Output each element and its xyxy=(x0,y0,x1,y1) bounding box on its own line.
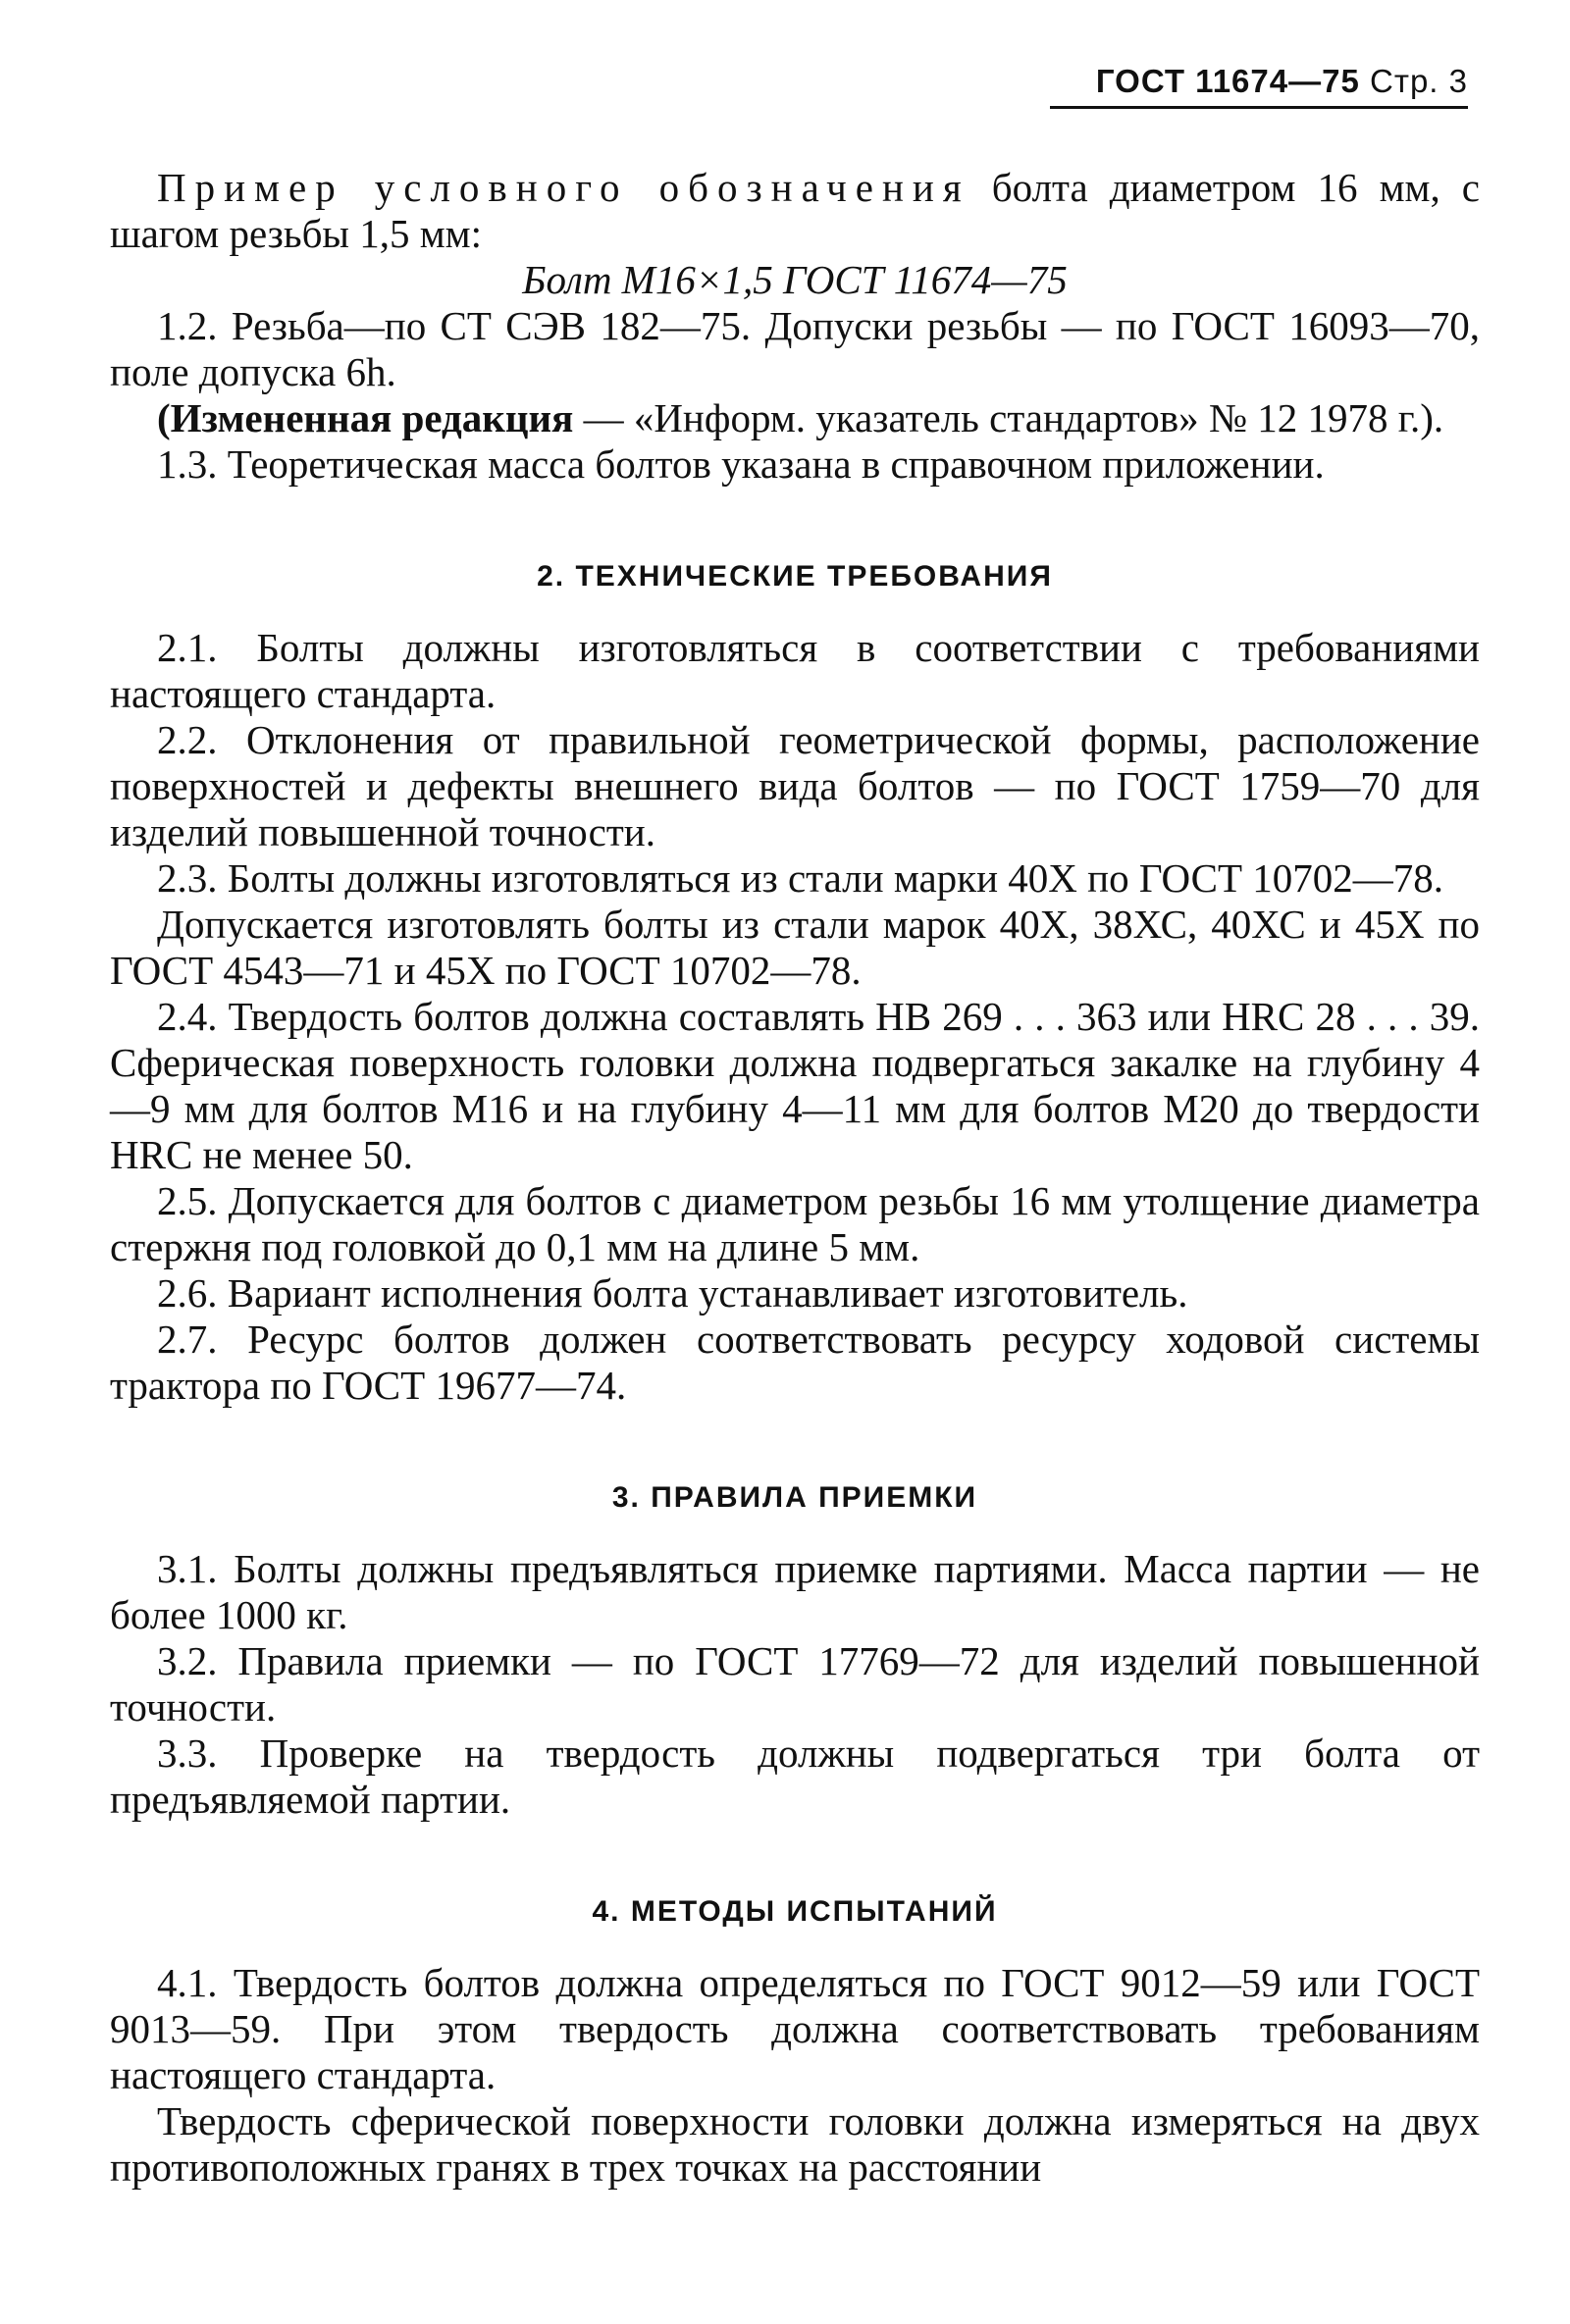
amendment-label: (Измененная редакция xyxy=(157,395,574,440)
clause-2-1: 2.1. Болты должны изготовляться в соответствии с требованиями настоящего стандарта. xyxy=(110,625,1480,716)
clause-3-2: 3.2. Правила приемки — по ГОСТ 17769—72 для изделий повышенной точности. xyxy=(110,1638,1480,1730)
clause-3-1: 3.1. Болты должны предъявляться приемке партиями. Масса партии — не более 1000 кг. xyxy=(110,1546,1480,1637)
designation-formula: Болт M16×1,5 ГОСТ 11674—75 xyxy=(522,257,1068,302)
clause-1-2: 1.2. Резьба—по СТ СЭВ 182—75. Допуски резьбы — по ГОСТ 16093—70, поле допуска 6h. xyxy=(110,303,1480,394)
clause-2-6: 2.6. Вариант исполнения болта устанавливает изготовитель. xyxy=(157,1270,1188,1316)
amendment-source: — «Информ. указатель стандартов» № 12 1978 г.). xyxy=(573,395,1444,440)
clause-2-5: 2.5. Допускается для болтов с диаметром резьбы 16 мм утолщение диаметра стержня под головкой до 0,1 мм на длине 5 мм. xyxy=(110,1178,1480,1269)
clause-1-3: 1.3. Теоретическая масса болтов указана в справочном приложении. xyxy=(157,441,1325,487)
standard-code: ГОСТ 11674—75 xyxy=(1095,63,1360,99)
designation-example-lead: Пример условного обозначения xyxy=(157,165,970,210)
page-header xyxy=(1050,63,1468,109)
page-number: Стр. 3 xyxy=(1370,63,1468,99)
designation-example-text: болта диаметром 16 мм, с шагом резьбы 1,5 мм: xyxy=(110,165,1480,256)
clause-4-1-continuation: Твердость сферической поверхности головки должна измеряться на двух противоположных гранях в трех точках на расстоянии xyxy=(110,2098,1480,2190)
document-body xyxy=(110,165,1480,2191)
section-3-heading: 3. ПРАВИЛА ПРИЕМКИ xyxy=(611,1481,978,1514)
clause-2-7: 2.7. Ресурс болтов должен соответствовать ресурсу ходовой системы трактора по ГОСТ 19677—74. xyxy=(110,1317,1480,1408)
designation-example-paragraph xyxy=(110,165,1480,257)
clause-2-4: 2.4. Твердость болтов должна составлять НВ 269 . . . 363 или HRC 28 . . . 39. Сферическая поверхность головки должна подвергаться закалке на глубину 4—9 мм для болтов M16 и на глубину 4—11 мм для болтов М20 до твердости HRC не менее 50. xyxy=(110,994,1480,1177)
clause-2-3: 2.3. Болты должны изготовляться из стали марки 40Х по ГОСТ 10702—78. xyxy=(157,855,1444,901)
clause-2-3-allowance: Допускается изготовлять болты из стали марок 40Х, 38ХС, 40ХС и 45Х по ГОСТ 4543—71 и 45Х по ГОСТ 10702—78. xyxy=(110,902,1480,993)
section-2-heading: 2. ТЕХНИЧЕСКИЕ ТРЕБОВАНИЯ xyxy=(537,560,1053,593)
clause-2-2: 2.2. Отклонения от правильной геометрической формы, расположение поверхностей и дефекты внешнего вида болтов — по ГОСТ 1759—70 для изделий повышенной точности. xyxy=(110,717,1480,854)
clause-4-1: 4.1. Твердость болтов должна определяться по ГОСТ 9012—59 или ГОСТ 9013—59. При этом твердость должна соответствовать требованиям настоящего стандарта. xyxy=(110,1960,1480,2097)
section-4-heading: 4. МЕТОДЫ ИСПЫТАНИЙ xyxy=(592,1895,998,1928)
clause-3-3: 3.3. Проверке на твердость должны подвергаться три болта от предъявляемой партии. xyxy=(110,1730,1480,1822)
amendment-note xyxy=(110,395,1480,441)
